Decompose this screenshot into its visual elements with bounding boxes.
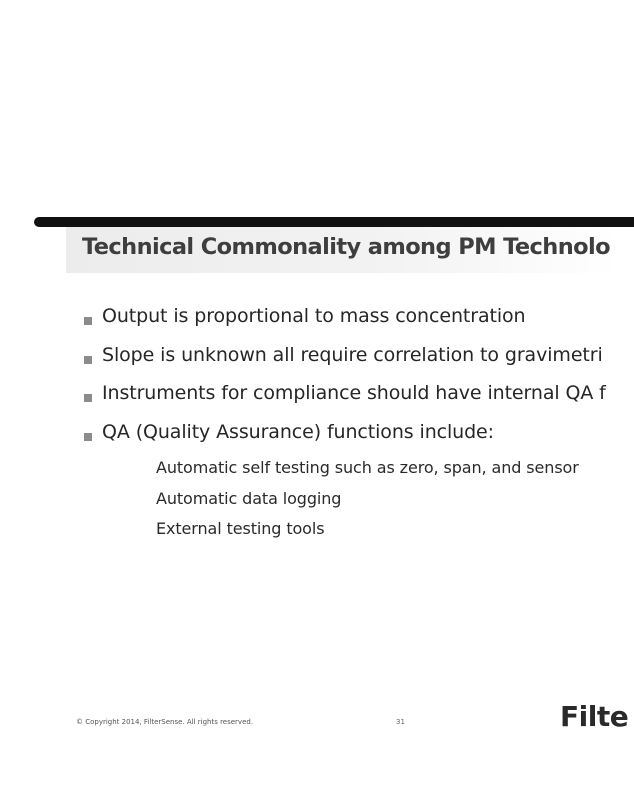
sub-bullet-item: Automatic data logging [156, 488, 342, 508]
company-logo: Filte [560, 700, 629, 733]
sub-bullet-item: External testing tools [156, 519, 325, 538]
footer-copyright: © Copyright 2014, FilterSense. All rights reserved. [76, 718, 254, 726]
bullet-text: Slope is unknown all require correlation to gravimetri [102, 343, 603, 366]
square-bullet-icon [84, 356, 92, 364]
bullet-text: Instruments for compliance should have internal QA f [102, 382, 606, 404]
bullet-text: Output is proportional to mass concentration [102, 305, 526, 327]
sub-bullet-list [156, 458, 579, 550]
bullet-text: QA (Quality Assurance) functions include: [102, 420, 494, 443]
slide-title: Technical Commonality among PM Technolo [82, 234, 610, 260]
title-divider-bar [34, 217, 634, 227]
sub-bullet-item: Automatic self testing such as zero, span, and sensor [156, 458, 579, 477]
square-bullet-icon [84, 433, 92, 441]
square-bullet-icon [84, 317, 92, 325]
page-number: 31 [396, 718, 405, 726]
square-bullet-icon [84, 394, 92, 402]
